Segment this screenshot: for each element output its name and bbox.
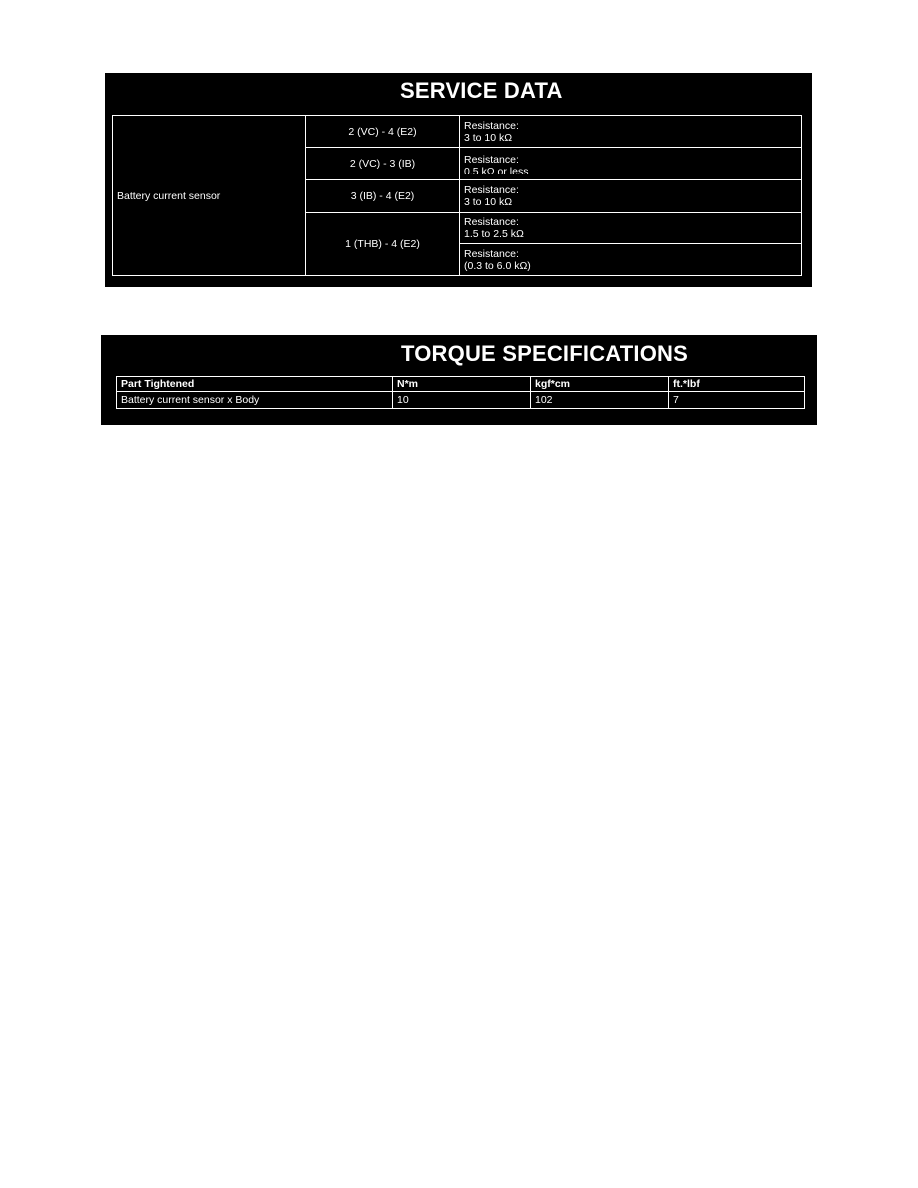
condition-cell — [460, 213, 802, 244]
condition-cell — [460, 148, 802, 180]
condition-label: Resistance: — [464, 184, 519, 196]
condition-value: 3 to 10 kΩ — [464, 131, 513, 144]
condition-value: 0.5 kΩ or less — [464, 165, 529, 174]
service-data-panel — [105, 73, 812, 287]
condition-label: Resistance: — [464, 247, 519, 260]
column-header-part: Part Tightened — [117, 377, 393, 392]
nm-cell: 10 — [393, 392, 531, 409]
torque-specifications-title: TORQUE SPECIFICATIONS — [401, 341, 688, 366]
column-header-ftlbf: ft.*lbf — [669, 377, 805, 392]
terminal-cell: 2 (VC) - 3 (IB) — [306, 148, 460, 180]
terminal-cell: 1 (THB) - 4 (E2) — [306, 213, 460, 276]
service-data-title: SERVICE DATA — [400, 78, 563, 103]
component-cell: Battery current sensor — [113, 116, 306, 276]
table-header-row — [117, 377, 805, 392]
kgfcm-cell: 102 — [531, 392, 669, 409]
condition-label: Resistance: — [464, 216, 519, 228]
terminal-cell: 3 (IB) - 4 (E2) — [306, 180, 460, 213]
condition-label: Resistance: — [464, 119, 519, 132]
condition-cell — [460, 180, 802, 213]
column-header-nm: N*m — [393, 377, 531, 392]
column-header-kgfcm: kgf*cm — [531, 377, 669, 392]
ftlbf-cell: 7 — [669, 392, 805, 409]
service-data-table — [112, 115, 802, 276]
torque-specifications-panel — [101, 335, 817, 425]
table-row — [113, 116, 802, 148]
condition-label: Resistance: — [464, 153, 519, 166]
condition-cell — [460, 244, 802, 276]
table-row — [117, 392, 805, 409]
terminal-cell: 2 (VC) - 4 (E2) — [306, 116, 460, 148]
condition-cell — [460, 116, 802, 148]
condition-value: 1.5 to 2.5 kΩ — [464, 228, 524, 240]
part-cell: Battery current sensor x Body — [117, 392, 393, 409]
condition-value: 3 to 10 kΩ — [464, 196, 513, 208]
torque-specifications-table — [116, 376, 805, 409]
condition-value: (0.3 to 6.0 kΩ) — [464, 259, 531, 272]
